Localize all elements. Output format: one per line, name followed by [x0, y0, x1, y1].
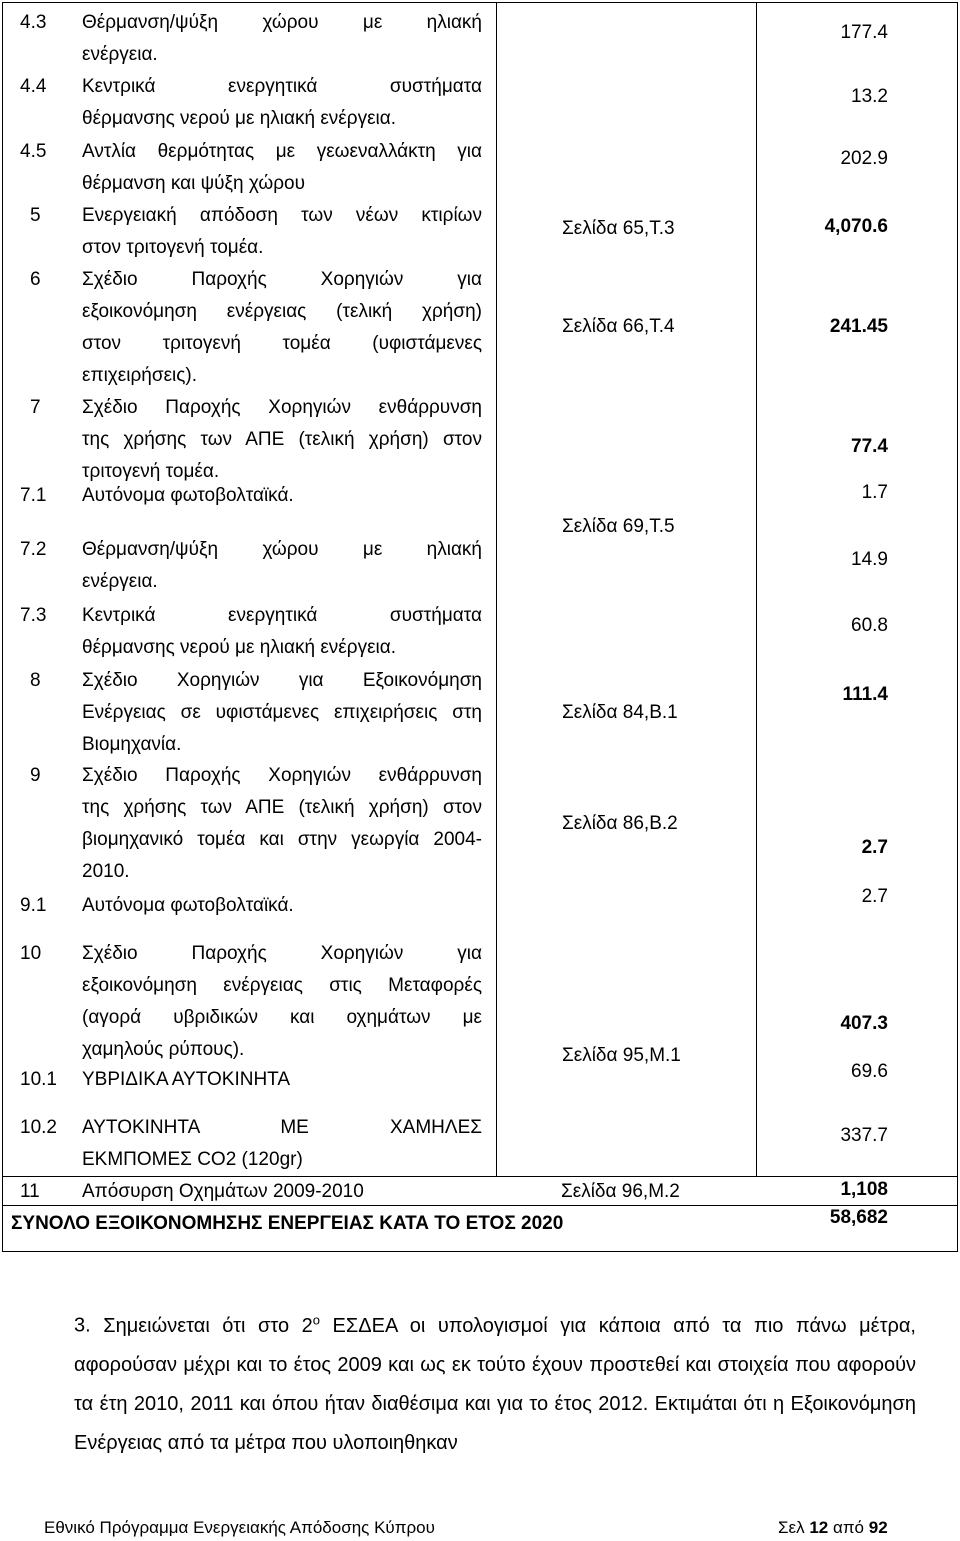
table-border-right — [957, 2, 958, 1252]
energy-saving-value: 111.4 — [842, 684, 888, 705]
item-title-line: (αγορά υβριδικών και οχημάτων με — [82, 1007, 482, 1028]
item-title-line: χαμηλούς ρύπους). — [82, 1039, 245, 1060]
item-title-line: θέρμανσης νερού με ηλιακή ενέργεια. — [82, 637, 397, 658]
item-title-line: Θέρμανση/ψύξη χώρου με ηλιακή — [82, 539, 482, 560]
table-border-top — [2, 2, 958, 3]
page-reference: Σελίδα 66,Τ.4 — [562, 316, 675, 337]
item-title-line: ΕΚΜΠΟΜΕΣ CO2 (120gr) — [82, 1149, 303, 1170]
item-number: 5 — [30, 205, 41, 226]
footer-title: Εθνικό Πρόγραμμα Ενεργειακής Απόδοσης Κύπρου — [44, 1518, 435, 1537]
note-paragraph — [74, 1300, 916, 1463]
item-title-line: εξοικονόμηση ενέργειας (τελική χρήση) — [82, 301, 482, 322]
item-title-line: θέρμανση και ψύξη χώρου — [82, 173, 305, 194]
item-title-line: 2010. — [82, 861, 130, 882]
item-title-line: Σχέδιο Χορηγιών για Εξοικονόμηση — [82, 670, 482, 691]
item-title-line: τριτογενή τομέα. — [82, 461, 220, 482]
item-number: 7 — [30, 397, 41, 418]
item-title-line: θέρμανσης νερού με ηλιακή ενέργεια. — [82, 108, 397, 129]
energy-saving-value: 69.6 — [851, 1061, 888, 1082]
item-number: 9 — [30, 765, 41, 786]
item-number: 10.1 — [20, 1069, 57, 1090]
item-title-line: ΑΥΤΟΚΙΝΗΤΑ ΜΕ ΧΑΜΗΛΕΣ — [82, 1117, 482, 1138]
total-pages: 92 — [868, 1518, 888, 1537]
page-reference: Σελίδα 86,Β.2 — [562, 813, 678, 834]
page-reference: Σελίδα 95,Μ.1 — [562, 1045, 681, 1066]
item-number: 6 — [30, 269, 41, 290]
table-border-left — [2, 2, 3, 1252]
note-text: Σημειώνεται ότι στο $2^o$ ΕΣΔΕΑ οι υπολογισμοί για κάποια από τα πιο πάνω μέτρα, αφορούσαν μέχρι και το έτος 2009 και ως εκ τούτο έχουν προστεθεί και στοιχεία που αφορούν τα έτη 2010, 2011 και όπου ήταν διαθέσιμα και για το έτος 2012. Εκτιμάται ότι η Εξοικονόμηση Ενέργειας από τα μέτρα που υλοποιηθηκαν — [74, 1312, 916, 1454]
item-title-line: στον τριτογενή τομέα (υφιστάμενες — [82, 333, 482, 354]
page-reference: Σελίδα 84,Β.1 — [562, 702, 678, 723]
item-title-line: της χρήσης των ΑΠΕ (τελική χρήση) στον — [82, 429, 482, 450]
energy-saving-value: 1,108 — [840, 1179, 888, 1200]
item-title-line: Κεντρικά ενεργητικά συστήματα — [82, 605, 482, 626]
item-number: 10 — [20, 943, 42, 964]
item-title-line: της χρήσης των ΑΠΕ (τελική χρήση) στον — [82, 797, 482, 818]
item-title-line: Βιομηχανία. — [82, 734, 182, 755]
item-title-line: Σχέδιο Παροχής Χορηγιών ενθάρρυνση — [82, 397, 482, 418]
item-number: 7.2 — [20, 539, 47, 560]
footer-page-number: Σελ 12 από 92 — [778, 1518, 888, 1537]
item-title-line: Ενεργειακή απόδοση των νέων κτιρίων — [82, 205, 482, 226]
page-reference: Σελίδα 96,Μ.2 — [561, 1181, 680, 1202]
energy-saving-value: 177.4 — [840, 22, 888, 43]
item-title-line: Απόσυρση Οχημάτων 2009-2010 — [82, 1181, 364, 1202]
item-title-line: Κεντρικά ενεργητικά συστήματα — [82, 76, 482, 97]
item-number: 4.5 — [20, 141, 47, 162]
page-reference: Σελίδα 65,Τ.3 — [562, 218, 675, 239]
energy-saving-value: 14.9 — [851, 549, 888, 570]
energy-saving-value: 2.7 — [861, 886, 888, 907]
item-title-line: επιχειρήσεις). — [82, 365, 198, 386]
column-divider-title — [496, 2, 497, 1176]
note-number: 3. — [74, 1314, 91, 1337]
item-title-line: Σχέδιο Παροχής Χορηγιών ενθάρρυνση — [82, 765, 482, 786]
ordinal-superscript: ο — [312, 1312, 320, 1327]
item-title-line: στον τριτογενή τομέα. — [82, 237, 264, 258]
row-divider — [2, 1205, 958, 1206]
item-number: 4.3 — [20, 12, 47, 33]
energy-saving-value: 60.8 — [851, 615, 888, 636]
energy-saving-value: 2.7 — [861, 837, 888, 858]
item-title-line: Ενέργειας σε υφιστάμενες επιχειρήσεις στη — [82, 702, 482, 723]
item-number: 7.1 — [20, 485, 47, 506]
energy-saving-value: 13.2 — [851, 86, 888, 107]
item-title-line: Αυτόνομα φωτοβολταϊκά. — [82, 895, 294, 916]
total-label: ΣΥΝΟΛΟ ΕΞΟΙΚΟΝΟΜΗΣΗΣ ΕΝΕΡΓΕΙΑΣ ΚΑΤΑ ΤΟ ΕΤΟΣ 2020 — [11, 1213, 564, 1234]
row-divider — [2, 1176, 958, 1177]
page-reference: Σελίδα 69,Τ.5 — [562, 516, 675, 537]
item-title-line: εξοικονόμηση ενέργειας στις Μεταφορές — [82, 975, 482, 996]
item-number: 8 — [30, 670, 41, 691]
table-border-bottom — [2, 1251, 958, 1252]
item-title-line: Αυτόνομα φωτοβολταϊκά. — [82, 485, 294, 506]
item-number: 9.1 — [20, 895, 47, 916]
energy-saving-value: 202.9 — [840, 148, 888, 169]
energy-saving-value: 4,070.6 — [824, 216, 888, 237]
column-divider-value — [756, 2, 757, 1176]
item-title-line: Αντλία θερμότητας με γεωεναλλάκτη για — [82, 141, 482, 162]
item-title-line: βιομηχανικό τομέα και στην γεωργία 2004- — [82, 829, 482, 850]
item-title-line: Σχέδιο Παροχής Χορηγιών για — [82, 269, 482, 290]
item-title-line: ενέργεια. — [82, 571, 158, 592]
energy-saving-value: 241.45 — [829, 316, 888, 337]
item-number: 4.4 — [20, 76, 47, 97]
item-title-line: ΥΒΡΙΔΙΚΑ ΑΥΤΟΚΙΝΗΤΑ — [82, 1069, 291, 1090]
total-value: 58,682 — [829, 1207, 888, 1228]
energy-saving-value: 407.3 — [840, 1013, 888, 1034]
energy-saving-value: 1.7 — [861, 482, 888, 503]
item-number: 7.3 — [20, 605, 47, 626]
item-title-line: ενέργεια. — [82, 44, 158, 65]
energy-saving-value: 77.4 — [851, 436, 888, 457]
item-title-line: Θέρμανση/ψύξη χώρου με ηλιακή — [82, 12, 482, 33]
item-title-line: Σχέδιο Παροχής Χορηγιών για — [82, 943, 482, 964]
item-number: 10.2 — [20, 1117, 57, 1138]
item-number: 11 — [20, 1181, 40, 1202]
current-page: 12 — [809, 1518, 829, 1537]
energy-saving-value: 337.7 — [840, 1125, 888, 1146]
